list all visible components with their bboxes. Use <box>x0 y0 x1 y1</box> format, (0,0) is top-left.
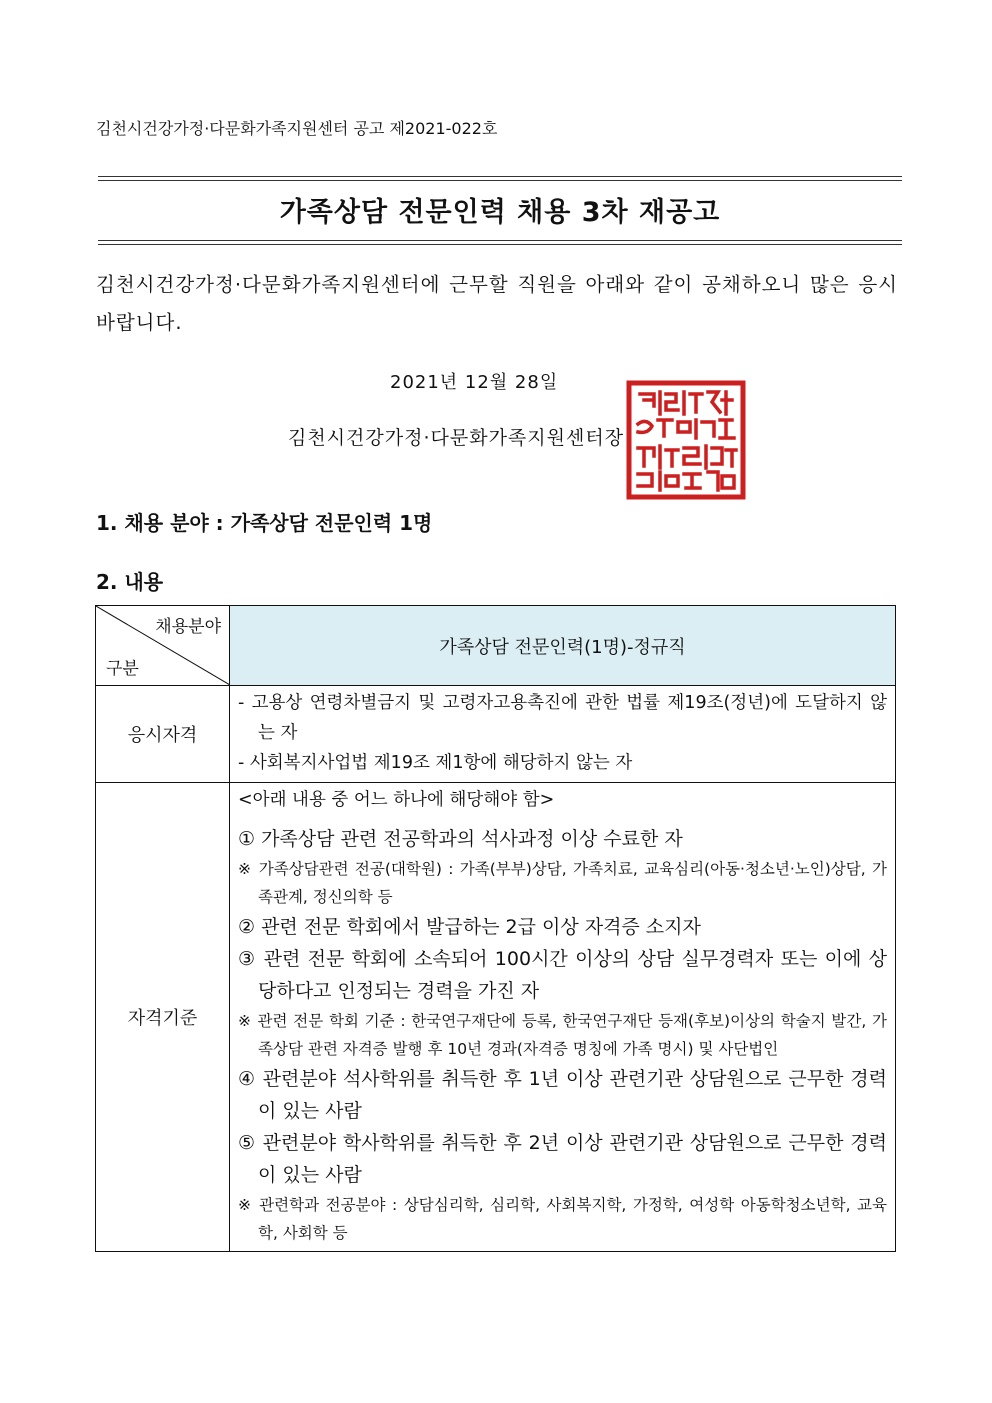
table-row <box>96 783 896 1252</box>
qualification-item-2: ② 관련 전문 학회에서 발급하는 2급 이상 자격증 소지자 <box>238 916 701 938</box>
qualification-note-3: ※ 관련 전문 학회 기준 : 한국연구재단에 등록, 한국연구재단 등재(후보)이상의 학술지 발간, 가족상담 관련 자격증 발행 후 10년 경과(자격증 명칭에 가족 명시) 및 사단법인 <box>238 1012 887 1058</box>
divider-top-2 <box>98 180 902 181</box>
intro-text: 김천시건강가정·다문화가족지원센터에 근무할 직원을 아래와 같이 공채하오니 많은 응시바랍니다. <box>96 273 898 334</box>
table-header-row <box>96 606 896 686</box>
divider-top-1 <box>98 176 902 177</box>
row-label-qualification: 자격기준 <box>96 783 230 1252</box>
page-title: 가족상담 전문인력 채용 3차 재공고 <box>279 197 721 228</box>
divider-bottom-2 <box>98 244 902 245</box>
qualification-item-5: ⑤ 관련분야 학사학위를 취득한 후 2년 이상 관련기관 상담원으로 근무한 경력이 있는 사람 <box>238 1132 887 1186</box>
eligibility-content <box>230 686 896 783</box>
qualification-item-4: ④ 관련분야 석사학위를 취득한 후 1년 이상 관련기관 상담원으로 근무한 경력이 있는 사람 <box>238 1068 887 1122</box>
qualification-subtitle: <아래 내용 중 어느 하나에 해당해야 함> <box>238 790 555 810</box>
organization-name: 김천시건강가정·다문화가족지원센터장 <box>288 427 625 449</box>
row-label-eligibility: 응시자격 <box>96 686 230 783</box>
qualification-note-1: ※ 가족상담관련 전공(대학원) : 가족(부부)상담, 가족치료, 교육심리(아동·청소년·노인)상담, 가족관계, 정신의학 등 <box>238 860 887 906</box>
position-header: 가족상담 전문인력(1명)-정규직 <box>230 606 896 686</box>
corner-label-field: 채용분야 <box>155 617 221 637</box>
eligibility-item: - 고용상 연령차별금지 및 고령자고용촉진에 관한 법률 제19조(정년)에 도달하지 않는 자 <box>238 693 887 743</box>
recruitment-table <box>95 605 896 1252</box>
corner-label-category: 구분 <box>106 659 139 679</box>
qualification-content <box>230 783 896 1252</box>
section-heading-content: 2. 내용 <box>96 570 164 594</box>
announcement-date: 2021년 12월 28일 <box>390 372 559 393</box>
qualification-note-5: ※ 관련학과 전공분야 : 상담심리학, 심리학, 사회복지학, 가정학, 여성학 아동학청소년학, 교육학, 사회학 등 <box>238 1196 887 1242</box>
notice-number: 김천시건강가정·다문화가족지원센터 공고 제2021-022호 <box>96 119 498 138</box>
table-row <box>96 686 896 783</box>
section-heading-recruitment: 1. 채용 분야 : 가족상담 전문인력 1명 <box>96 511 433 535</box>
qualification-item-3: ③ 관련 전문 학회에 소속되어 100시간 이상의 상담 실무경력자 또는 이에 상당하다고 인정되는 경력을 가진 자 <box>238 948 887 1002</box>
table-corner-cell <box>96 606 230 686</box>
divider-bottom-1 <box>98 240 902 241</box>
qualification-item-1: ① 가족상담 관련 전공학과의 석사과정 이상 수료한 자 <box>238 828 683 850</box>
eligibility-item: - 사회복지사업법 제19조 제1항에 해당하지 않는 자 <box>238 753 633 773</box>
official-seal-icon <box>626 380 746 500</box>
